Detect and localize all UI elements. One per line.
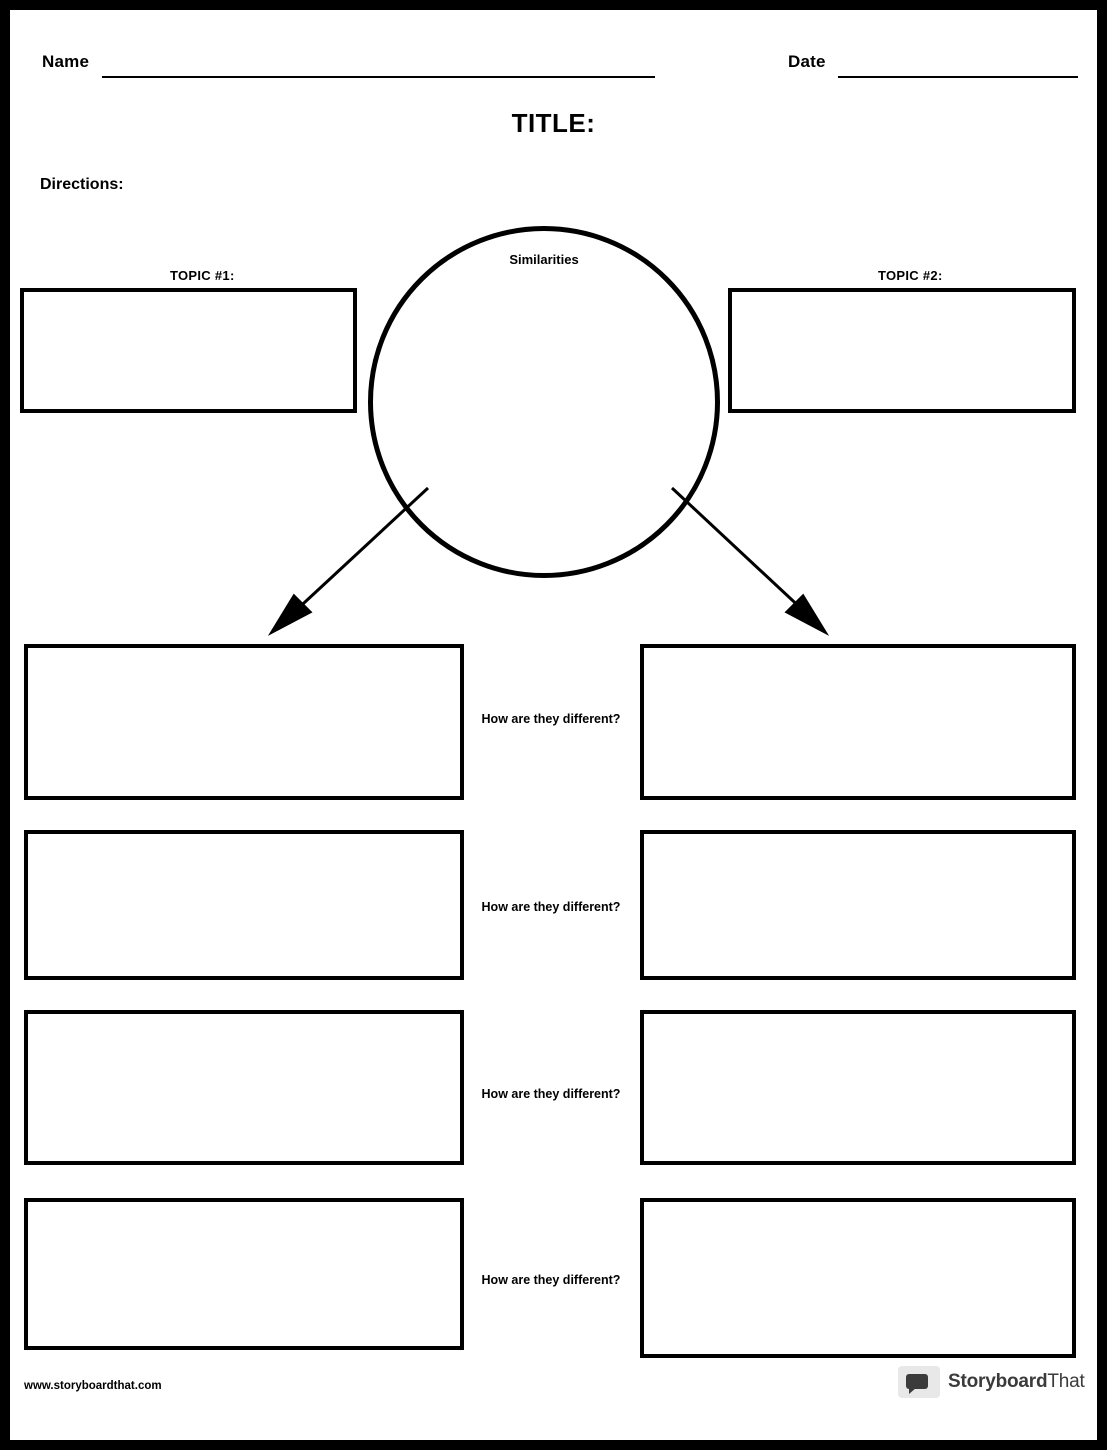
- name-label: Name: [42, 52, 90, 71]
- difference-2-right-box[interactable]: [640, 830, 1076, 980]
- header: [10, 52, 1097, 86]
- difference-4-label: How are they different?: [481, 1273, 621, 1287]
- logo-text-light: That: [1047, 1371, 1085, 1392]
- difference-4-right-box[interactable]: [640, 1198, 1076, 1358]
- logo-badge: [898, 1366, 940, 1398]
- logo-text-bold: Storyboard: [948, 1371, 1048, 1392]
- speech-bubble-icon: [906, 1374, 928, 1389]
- difference-1-right-box[interactable]: [640, 644, 1076, 800]
- topic-2-label: TOPIC #2:: [878, 268, 943, 283]
- arrow-right-head: [787, 596, 825, 632]
- difference-3-left-box[interactable]: [24, 1010, 464, 1165]
- difference-2-left-box[interactable]: [24, 830, 464, 980]
- difference-3-label: How are they different?: [481, 1087, 621, 1101]
- date-write-line[interactable]: [838, 76, 1078, 78]
- difference-1-label: How are they different?: [481, 712, 621, 726]
- footer-url[interactable]: www.storyboardthat.com: [24, 1380, 162, 1392]
- page-title: TITLE:: [511, 108, 596, 138]
- difference-1-left-box[interactable]: [24, 644, 464, 800]
- topic-1-label: TOPIC #1:: [170, 268, 235, 283]
- difference-2-label: How are they different?: [481, 900, 621, 914]
- worksheet-page: [10, 10, 1097, 1440]
- logo-text: [948, 1371, 1085, 1393]
- topic-2-box[interactable]: [728, 288, 1076, 413]
- date-label: Date: [788, 52, 826, 71]
- topic-1-box[interactable]: [20, 288, 357, 413]
- arrow-left-head: [272, 596, 310, 632]
- name-write-line[interactable]: [102, 76, 655, 78]
- directions-label: Directions:: [40, 176, 124, 193]
- similarities-label: Similarities: [509, 252, 579, 267]
- similarities-circle[interactable]: [368, 226, 720, 578]
- storyboardthat-logo: [898, 1366, 1085, 1400]
- difference-3-right-box[interactable]: [640, 1010, 1076, 1165]
- arrow-right-line: [672, 488, 806, 613]
- difference-4-left-box[interactable]: [24, 1198, 464, 1350]
